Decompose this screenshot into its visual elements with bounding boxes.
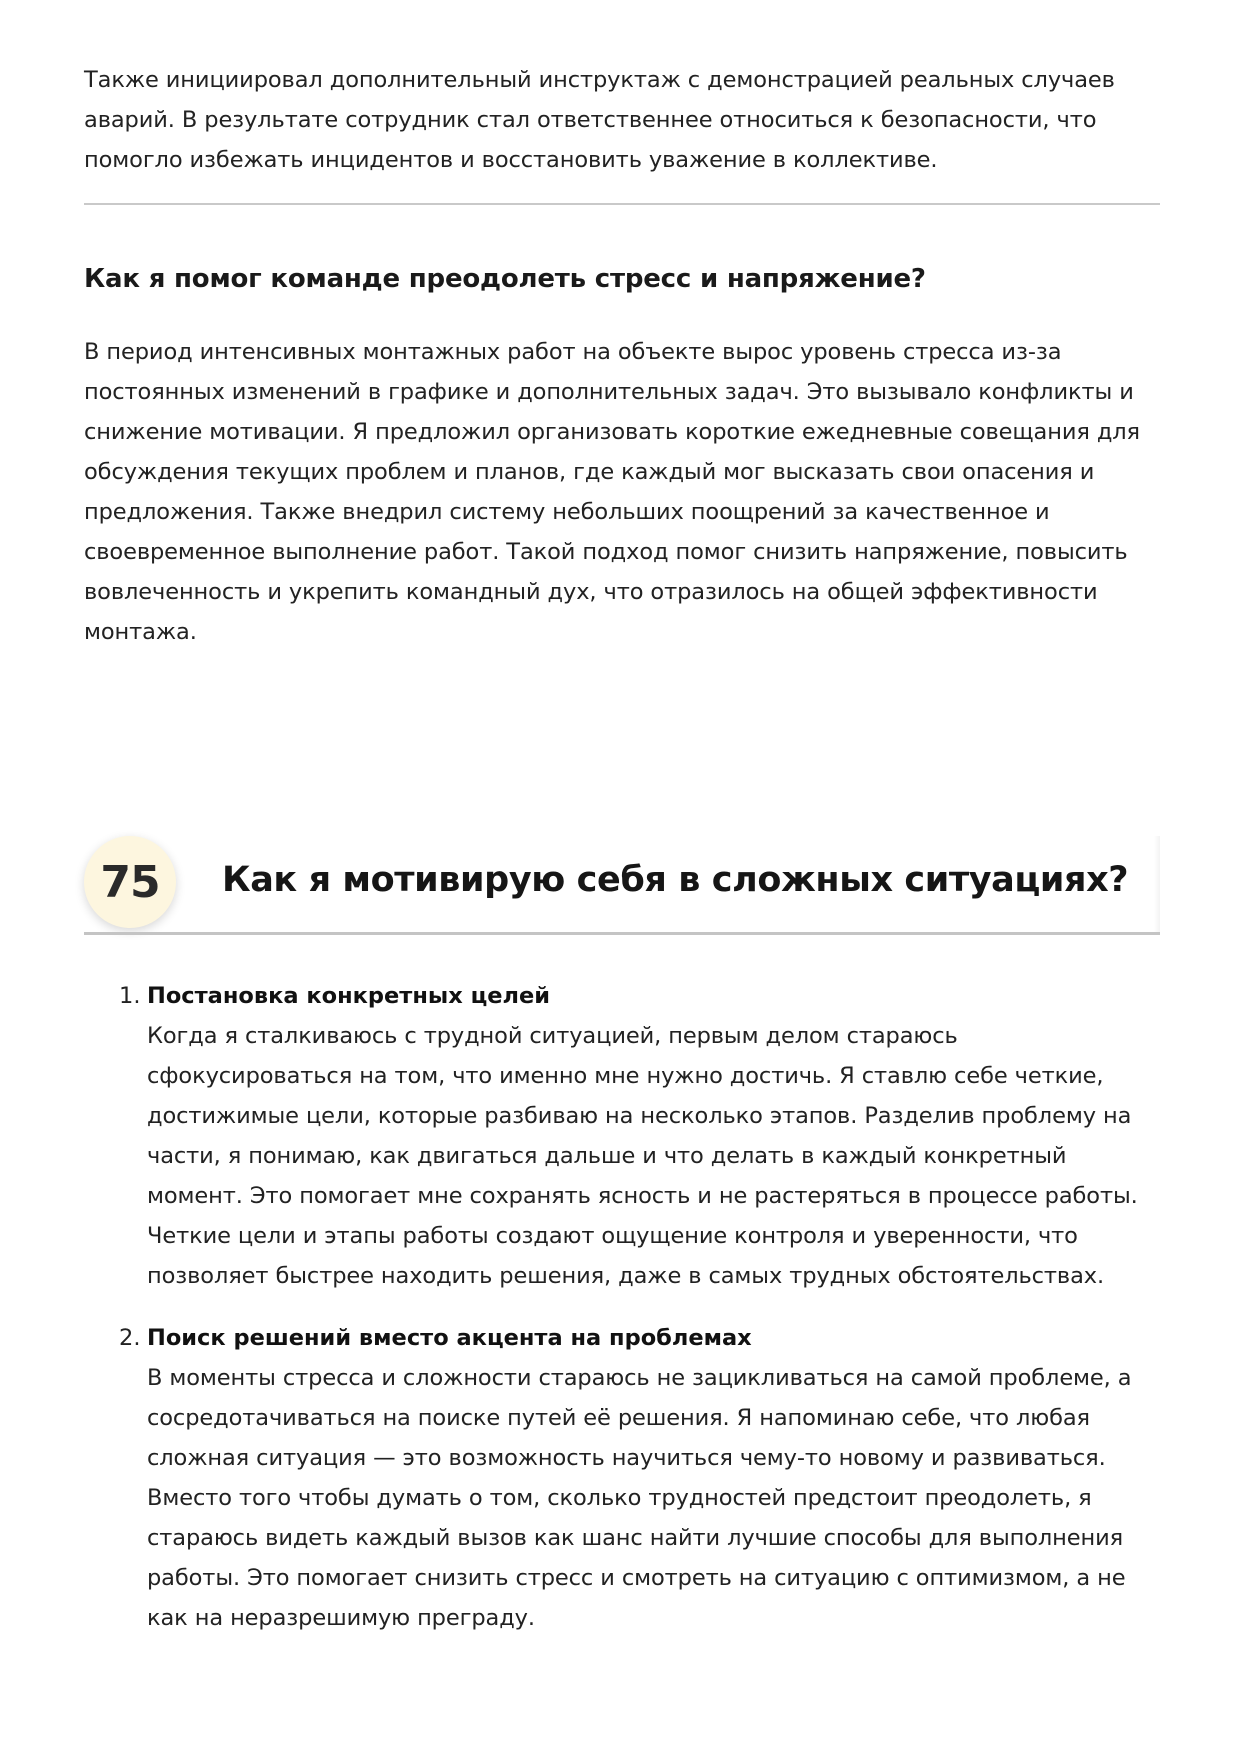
- intro-paragraph: Также инициировал дополнительный инструктаж с демонстрацией реальных случаев аварий. В результате сотрудник стал ответственнее относиться к безопасности, что помогло избежать инцидентов и восстановить уважение в коллективе.: [84, 67, 1115, 173]
- chapter-number: 75: [100, 856, 160, 908]
- list-item-title: Постановка конкретных целей: [147, 983, 551, 1009]
- numbered-list: [84, 976, 1160, 1660]
- list-item: [84, 976, 1160, 1296]
- section-body-paragraph: В период интенсивных монтажных работ на объекте вырос уровень стресса из-за постоянных изменений в графике и дополнительных задач. Это вызывало конфликты и снижение мотивации. Я предложил организовать короткие ежедневные совещания для обсуждения текущих проблем и планов, где каждый мог высказать свои опасения и предложения. Также внедрил систему небольших поощрений за качественное и своевременное выполнение работ. Такой подход помог снизить напряжение, повысить вовлеченность и укрепить командный дух, что отразилось на общей эффективности монтажа.: [84, 339, 1140, 645]
- list-item-text: Когда я сталкиваюсь с трудной ситуацией, первым делом стараюсь сфокусироваться на том, что именно мне нужно достичь. Я ставлю себе четкие, достижимые цели, которые разбиваю на несколько этапов. Разделив проблему на части, я понимаю, как двигаться дальше и что делать в каждый конкретный момент. Это помогает мне сохранять ясность и не растеряться в процессе работы. Четкие цели и этапы работы создают ощущение контроля и уверенности, что позволяет быстрее находить решения, даже в самых трудных обстоятельствах.: [147, 1023, 1138, 1289]
- section-heading: Как я помог команде преодолеть стресс и напряжение?: [84, 264, 926, 294]
- chapter-header-shadow: [1154, 836, 1160, 932]
- list-item-text: В моменты стресса и сложности стараюсь не зацикливаться на самой проблеме, а сосредотачиваться на поиске путей её решения. Я напоминаю себе, что любая сложная ситуация — это возможность научиться чему-то новому и развиваться. Вместо того чтобы думать о том, сколько трудностей предстоит преодолеть, я стараюсь видеть каждый вызов как шанс найти лучшие способы для выполнения работы. Это помогает снизить стресс и смотреть на ситуацию с оптимизмом, а не как на неразрешимую преграду.: [147, 1365, 1132, 1631]
- chapter-underline: [84, 932, 1160, 935]
- section-divider: [84, 203, 1160, 205]
- list-item: [84, 1318, 1160, 1638]
- chapter-header: [84, 836, 1160, 932]
- chapter-title: Как я мотивирую себя в сложных ситуациях?: [222, 860, 1129, 900]
- chapter-number-badge: [84, 836, 176, 928]
- list-item-number: 2.: [119, 1325, 141, 1351]
- list-item-number: 1.: [119, 983, 141, 1009]
- list-item-title: Поиск решений вместо акцента на проблемах: [147, 1325, 752, 1351]
